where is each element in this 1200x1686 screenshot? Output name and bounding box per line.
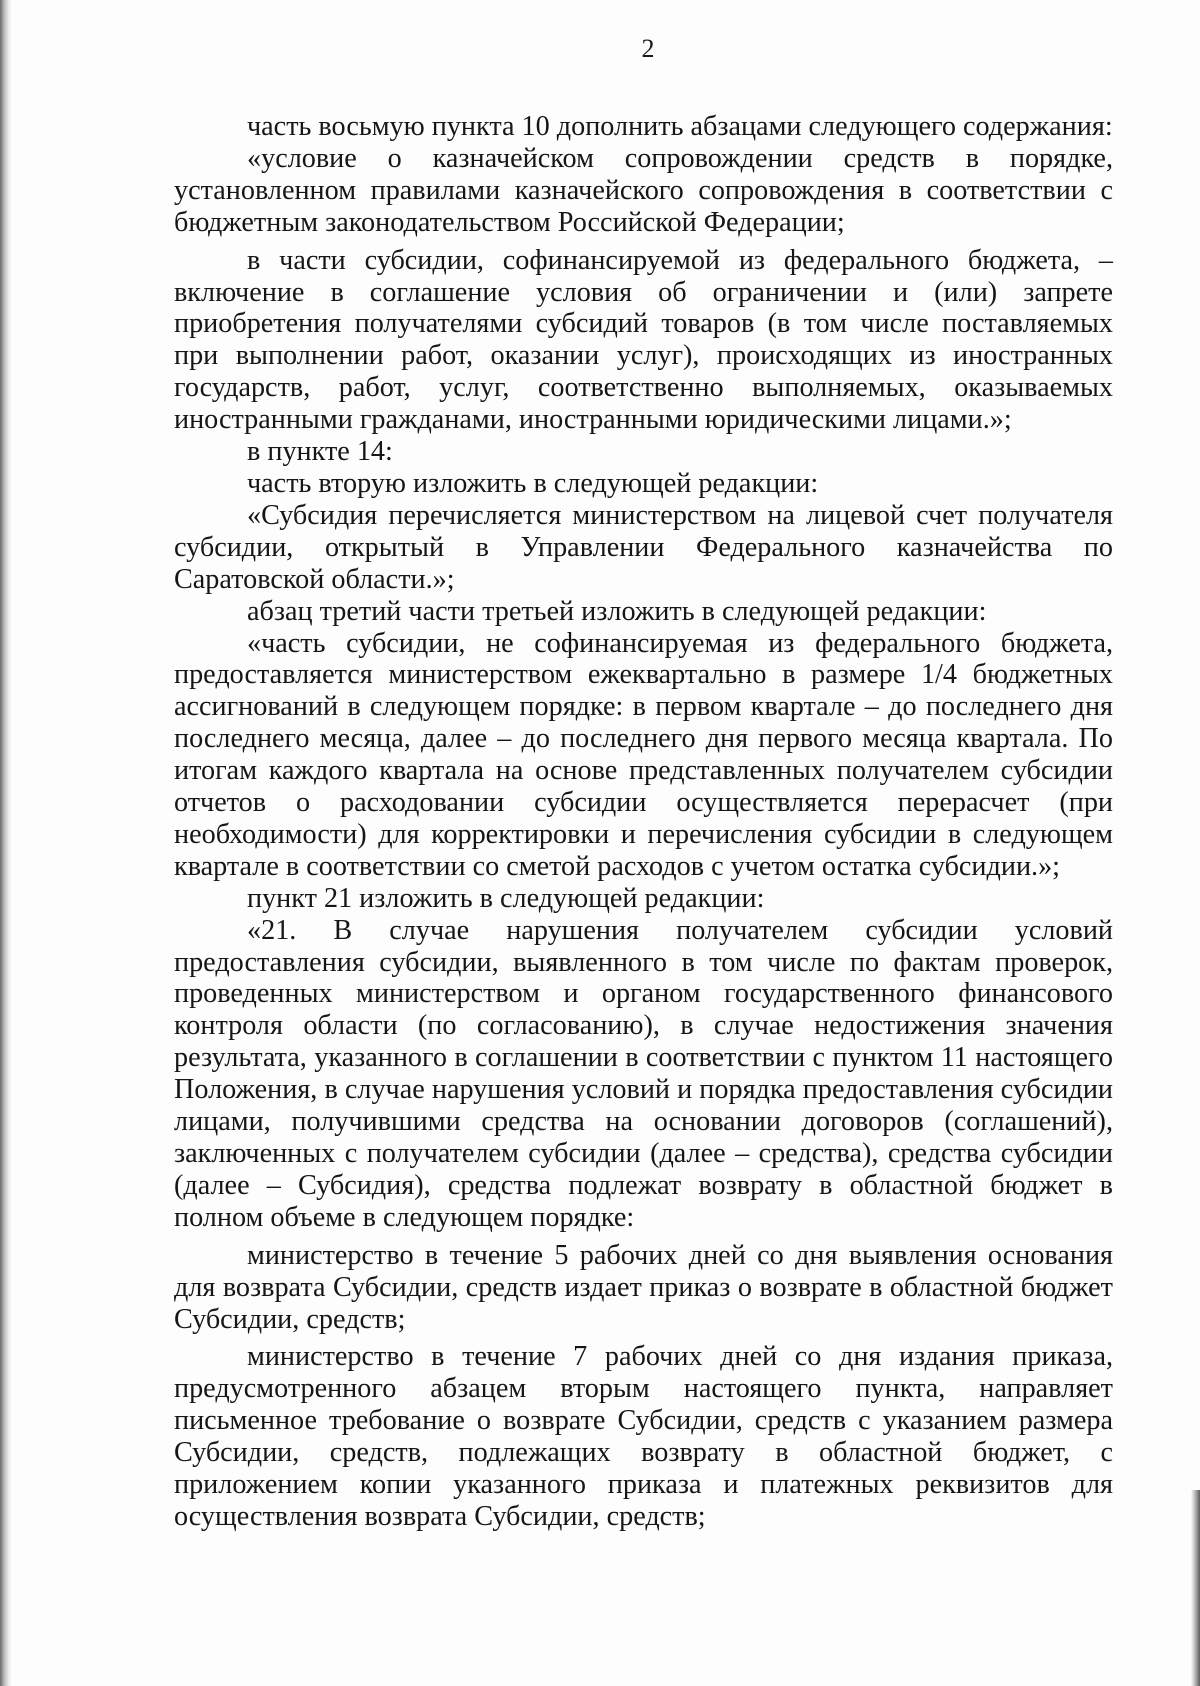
paragraph-8: «часть субсидии, не софинансируемая из федерального бюджета, предоставляется министерством ежеквартально в размере 1/4 бюджетных ассигнований в следующем порядке: в первом квартале – до последнего дня последнего месяца, далее – до последнего дня первого месяца квартала. По итогам каждого квартала на основе представленных получателем субсидии отчетов о расходовании субсидии осуществляется перерасчет (при необходимости) для корректировки и перечисления субсидии в следующем квартале в соответствии со сметой расходов с учетом остатка субсидии.»; [174, 627, 1113, 882]
paragraph-7: абзац третий части третьей изложить в следующей редакции: [247, 595, 987, 627]
paragraph-3: в части субсидии, софинансируемой из федерального бюджета, – включение в соглашение условия об ограничении и (или) запрете приобретения получателями субсидий товаров (в том числе поставляемых при выполнении работ, оказании услуг), происходящих из иностранных государств, работ, услуг, соответственно выполняемых, оказываемых иностранными гражданами, иностранными юридическими лицами.»; [174, 244, 1113, 436]
scan-edge-right [1191, 1490, 1200, 1686]
page-number: 2 [641, 34, 655, 63]
paragraph-9: пункт 21 изложить в следующей редакции: [247, 882, 765, 914]
paragraph-10: «21. В случае нарушения получателем субсидии условий предоставления субсидии, выявленного в том числе по фактам проверок, проведенных министерством и органом государственного финансового контроля области (по согласованию), в случае недостижения значения результата, указанного в соглашении в соответствии с пунктом 11 настоящего Положения, в случае нарушения условий и порядка предоставления субсидии лицами, получившими средства на основании договоров (соглашений), заключенных с получателем субсидии (далее – средства), средства субсидии (далее – Субсидия), средства подлежат возврату в областной бюджет в полном объеме в следующем порядке: [174, 914, 1113, 1233]
paragraph-11: министерство в течение 5 рабочих дней со дня выявления основания для возврата Субсидии, средств издает приказ о возврате в областной бюджет Субсидии, средств; [174, 1239, 1113, 1335]
paragraph-5: часть вторую изложить в следующей редакции: [247, 467, 819, 499]
paragraph-2: «условие о казначейском сопровождении средств в порядке, установленном правилами казначейского сопровождения в соответствии с бюджетным законодательством Российской Федерации; [174, 142, 1113, 238]
document-body [174, 111, 1113, 1533]
scan-edge-left [0, 0, 12, 1686]
paragraph-12: министерство в течение 7 рабочих дней со дня издания приказа, предусмотренного абзацем вторым настоящего пункта, направляет письменное требование о возврате Субсидии, средств с указанием размера Субсидии, средств, подлежащих возврату в областной бюджет, с приложением копии указанного приказа и платежных реквизитов для осуществления возврата Субсидии, средств; [174, 1341, 1113, 1532]
paragraph-6: «Субсидия перечисляется министерством на лицевой счет получателя субсидии, открытый в Управлении Федерального казначейства по Саратовской области.»; [174, 499, 1113, 595]
paragraph-4: в пункте 14: [247, 436, 393, 468]
paragraph-1: часть восьмую пункта 10 дополнить абзацами следующего содержания: [247, 111, 1113, 142]
